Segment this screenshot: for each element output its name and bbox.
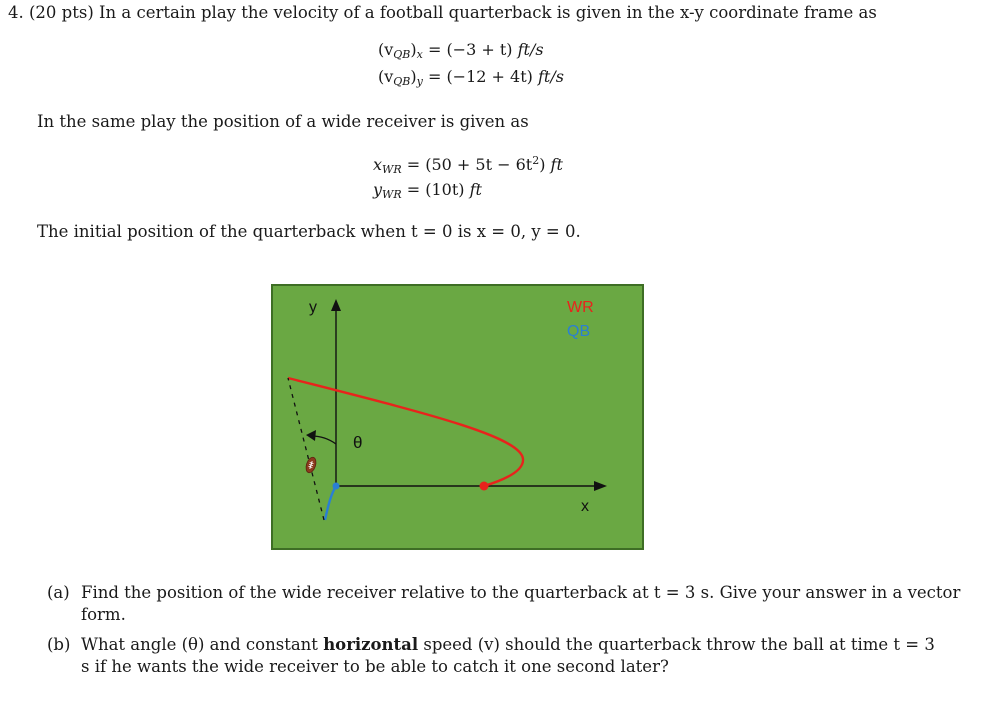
football-field-figure: [271, 284, 644, 550]
wr-marker: [480, 482, 489, 491]
part-a: [47, 582, 967, 626]
initial-condition: The initial position of the quarterback when t = 0 is x = 0, y = 0.: [37, 222, 581, 241]
x-axis-label: x: [581, 498, 589, 515]
y-axis-label: y: [309, 299, 317, 316]
wr-intro: In the same play the position of a wide receiver is given as: [37, 112, 529, 131]
wr-position-y: $y_{WR} = (10t)$ ft: [373, 180, 482, 201]
angle-label: θ: [353, 433, 363, 452]
problem-header: 4. (20 pts) In a certain play the velocity of a football quarterback is given in the x-y coordinate frame as: [8, 3, 877, 22]
part-b-line2: s if he wants the wide receiver to be able to catch it one second later?: [81, 657, 669, 676]
part-a-line1: Find the position of the wide receiver relative to the quarterback at t = 3 s. Give your answer in a vector: [81, 583, 961, 602]
part-b: [47, 634, 967, 678]
qb-velocity-y: $(v_{QB})_y = (-12 + 4t)$ ft/s: [378, 67, 564, 88]
qb-marker: [333, 483, 340, 490]
part-b-tag: (b): [47, 635, 71, 654]
part-a-tag: (a): [47, 583, 70, 602]
part-a-line2: form.: [81, 605, 126, 624]
part-b-line1: What angle (θ) and constant horizontal speed (v) should the quarterback throw the ball at time t = 3: [81, 635, 935, 654]
legend-wr: WR: [567, 299, 594, 316]
legend-qb: QB: [567, 323, 591, 340]
qb-velocity-x: $(v_{QB})_x = (-3 + t)$ ft/s: [378, 40, 544, 61]
wr-position-x: $x_{WR} = (50 + 5t - 6t^2)$ ft: [373, 154, 563, 176]
